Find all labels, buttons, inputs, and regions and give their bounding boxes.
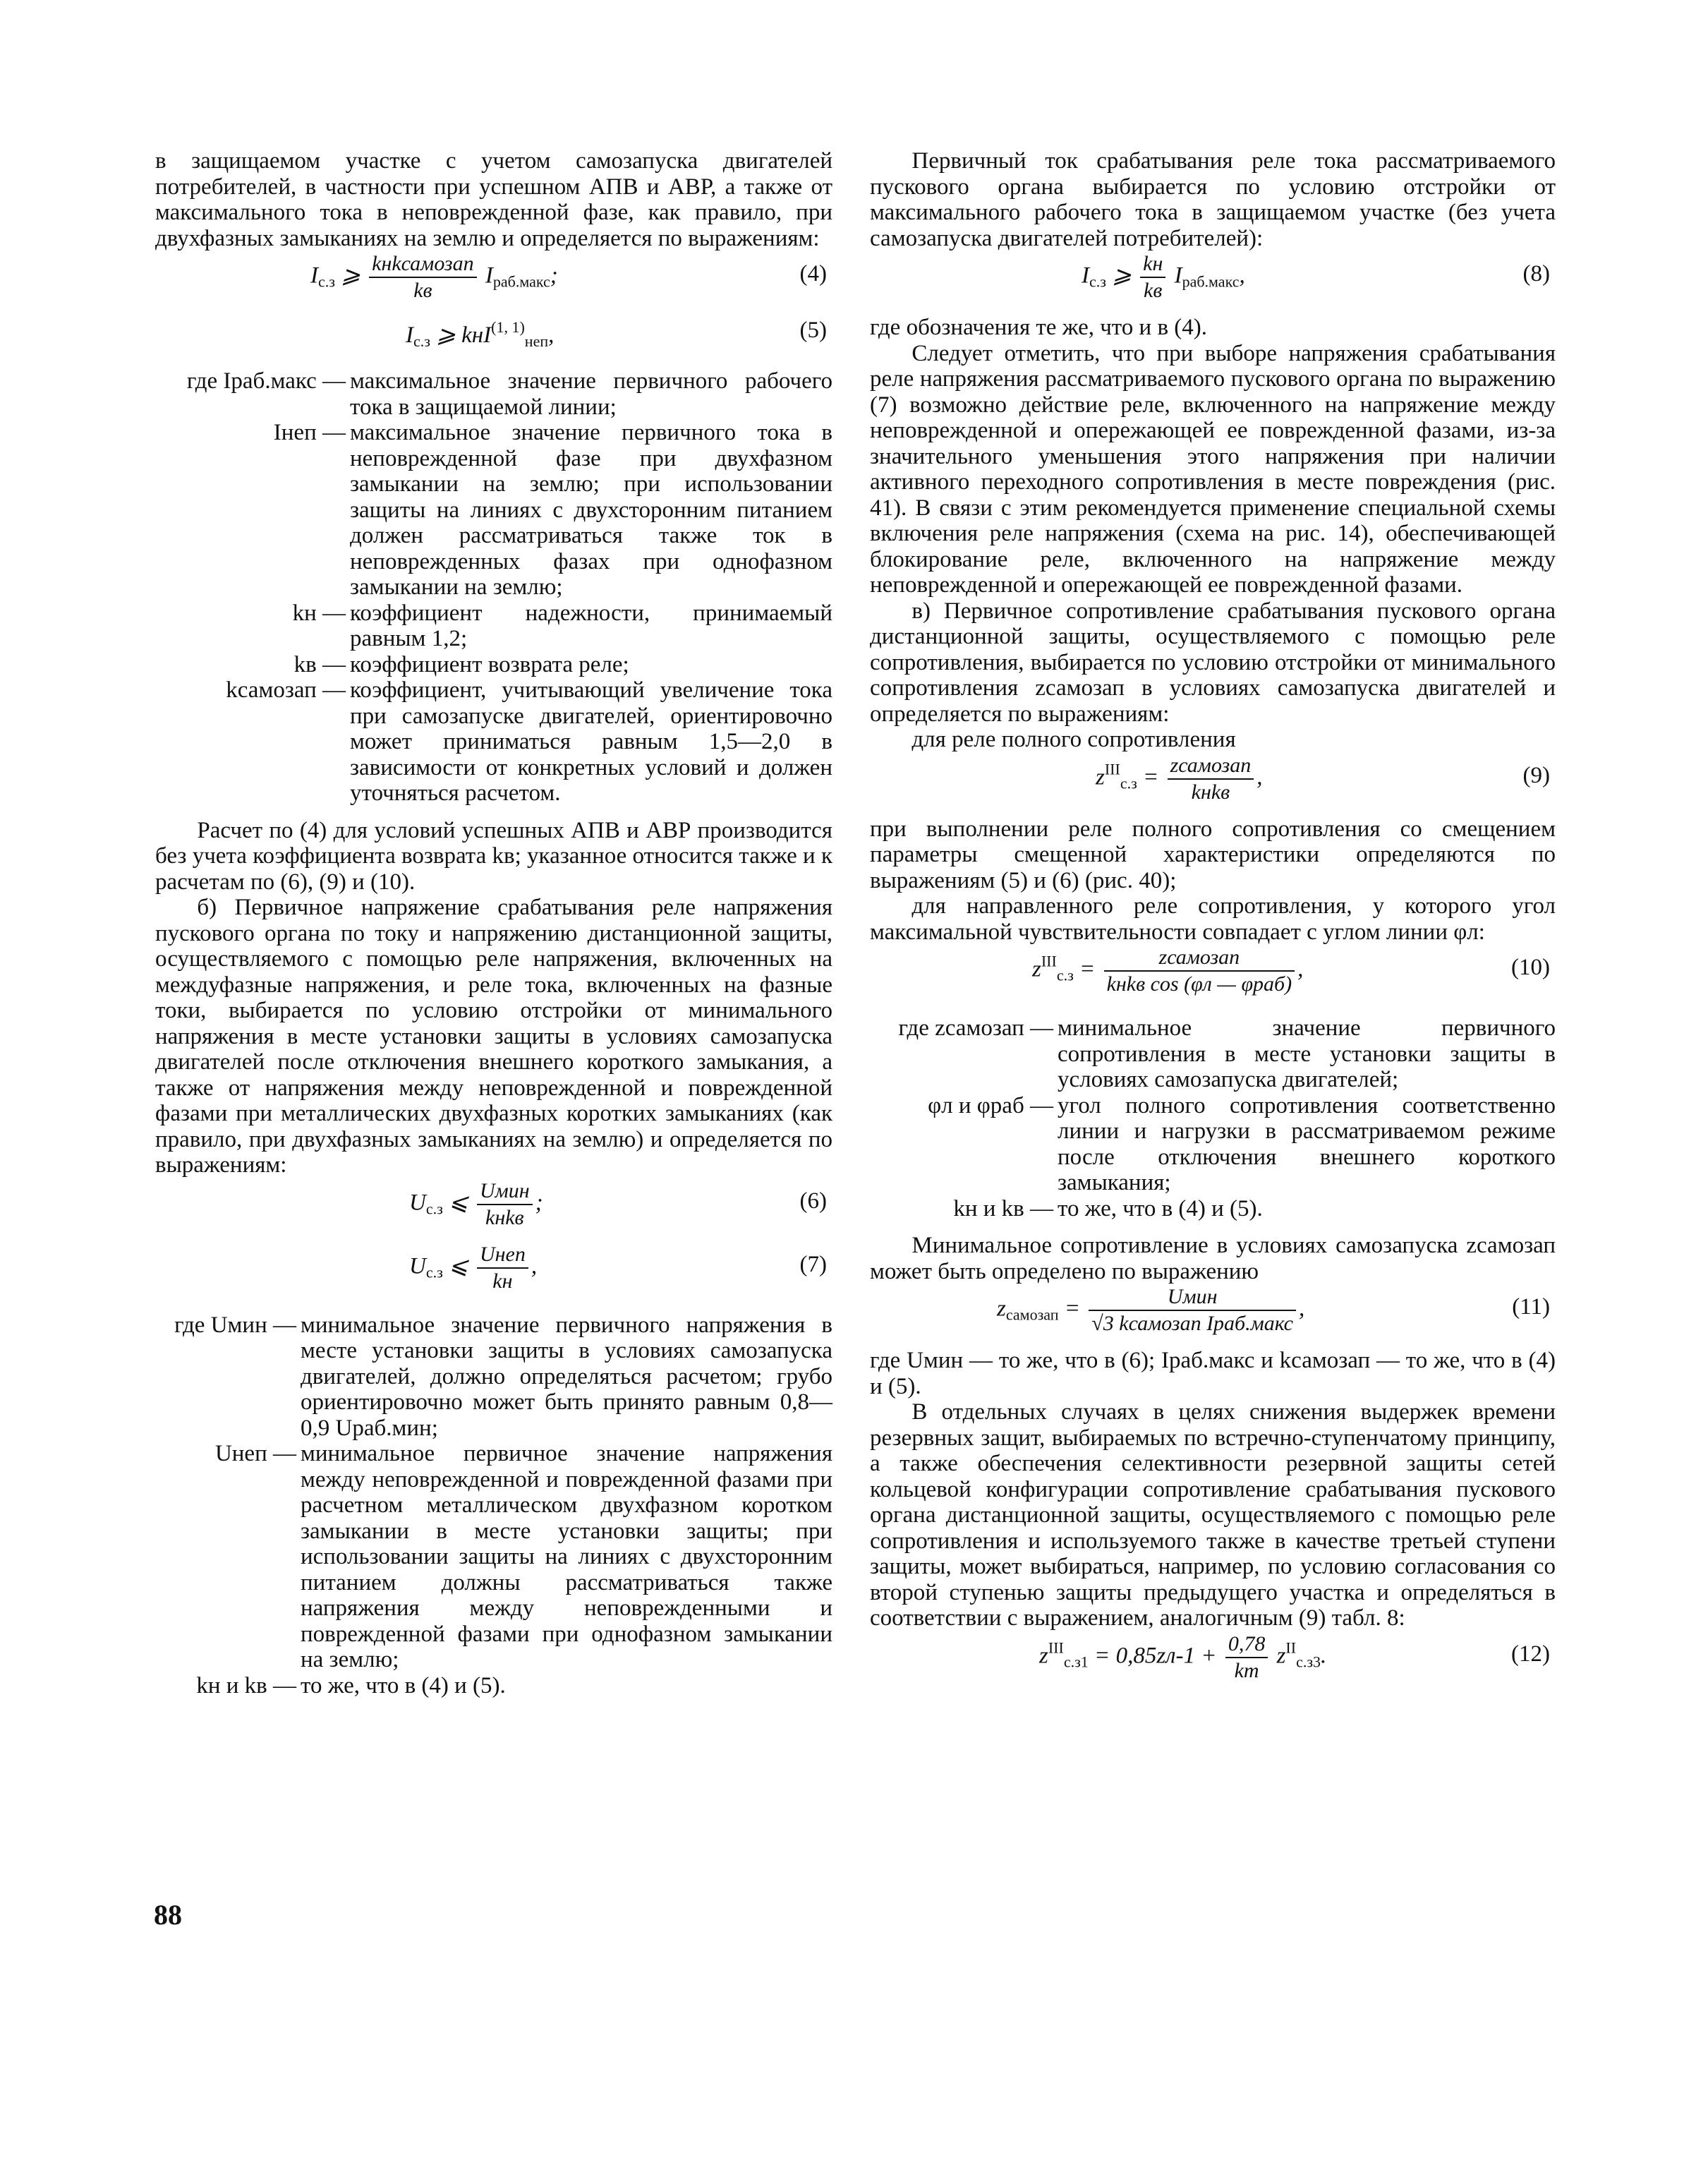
formula-number: (6) [799,1188,827,1214]
paragraph: В отдельных случаях в целях снижения выдержек времени резервных защит, выбираемых по встречно-ступенчатому принципу, а также обеспечения селективности резервной защиты сетей кольцевой конфигурации сопротивление срабатывания пускового органа дистанционной защиты, осуществляемого с помощью реле сопротивления и используемого также в качестве третьей ступени защиты, может выбираться, например, по условию согласования со второй ступенью защиты предыдущего участка и определяться в соответствии с выражением, аналогичным (9) табл. 8: [870,1399,1556,1631]
paragraph: в) Первичное сопротивление срабатывания пускового органа дистанционной защиты, осуществляемого с помощью реле сопротивления, выбирается по условию отстройки от минимального сопротивления zсамозап в условиях самозапуска двигателей и определяется по выражениям: [870,598,1556,727]
definition-item: где Uмин — минимальное значение первичного напряжения в месте установки защиты в условиях самозапуска двигателей, должно определяться расчетом; грубо ориентировочно может быть принято равным 0,8—0,9 Uраб.мин; [174,1312,832,1441]
formula-number: (11) [1512,1294,1550,1320]
paragraph: Следует отметить, что при выборе напряжения срабатывания реле напряжения рассматриваемого пускового органа по выражению (7) возможно действие реле, включенного на напряжение между неповрежденной и опережающей ее поврежденной фазами, из-за значительного уменьшения этого напряжения при наличии активного переходного сопротивления в месте повреждения (рис. 41). В связи с этим рекомендуется применение специальной схемы включения реле напряжения (схема на рис. 14), обеспечивающей блокирование реле, включенного на напряжение между неповрежденной и опережающей ее поврежденной фазами. [870,340,1556,598]
paragraph: Расчет по (4) для условий успешных АПВ и АВР производится без учета коэффициента возврата kв; указанное относится также и к расчетам по (6), (9) и (10). [155,817,832,895]
formula-12 [870,1631,1556,1695]
formula-4 [155,251,832,315]
formula-5 [155,315,832,361]
definitions-list [870,1015,1556,1221]
formula-number: (9) [1522,762,1550,788]
definition-item: kн и kв — то же, что в (4) и (5). [953,1195,1263,1221]
formula-11 [870,1284,1556,1348]
formula-number: (7) [799,1251,827,1277]
paragraph: для направленного реле сопротивления, у которого угол максимальной чувствительности совпадает с углом линии φл: [870,893,1556,945]
formula-number: (10) [1511,955,1550,980]
paragraph: Первичный ток срабатывания реле тока рассматриваемого пускового органа выбирается по условию отстройки от максимального рабочего тока в защищаемом участке (без учета самозапуска двигателей потребителей): [870,148,1556,251]
definition-item: φл и φраб — угол полного сопротивления соответственно линии и нагрузки в рассматриваемом режиме после отключения внешнего короткого замыкания; [928,1092,1556,1195]
paragraph: где Uмин — то же, что в (6); Iраб.макс и kсамозап — то же, что в (4) и (5). [870,1348,1556,1399]
definitions-list [155,1312,832,1699]
formula-7 [155,1242,832,1305]
formula-8 [870,251,1556,315]
formula-expression: $U_{с.з}$ ⩽ $\frac{\text{Uмин}}{\text{kнkв}}$ ; [409,1178,543,1229]
formula-expression: $I_{с.з}$ ⩾ kнI$^{(1, 1)}_{неп}$, [406,318,555,350]
definition-item: kн — коэффициент надежности, принимаемый равным 1,2; [292,600,832,651]
formula-expression: $z^{III}_{с.з}$ = $\frac{\text{zсамозап}}{\text{kнkв cos (φл — φраб)}}$ , [1032,946,1304,996]
formula-number: (5) [799,318,827,343]
definitions-list [155,368,832,807]
definition-item: kв — коэффициент возврата реле; [293,651,629,677]
paragraph: в защищаемом участке с учетом самозапуска двигателей потребителей, в частности при успешном АПВ и АВР, а также от максимального тока в неповрежденной фазе, как правило, при двухфазных замыканиях на землю и определяется по выражениям: [155,148,832,251]
left-column [155,148,832,1710]
paragraph: б) Первичное напряжение срабатывания реле напряжения пускового органа по току и напряжению дистанционной защиты, осуществляемого с помощью реле напряжения, включенных на междуфазные напряжения, и реле тока, включенных на фазные токи, выбирается по условию отстройки от минимального напряжения в месте установки защиты в условиях самозапуска двигателей после отключения внешнего короткого замыкания, а также от напряжения между неповрежденной и поврежденной фазами при металлических двухфазных коротких замыканиях (как правило, при двухфазных замыканиях на землю) и определяется по выражениям: [155,895,832,1178]
page-number: 88 [154,1899,182,1931]
formula-10 [870,945,1556,1008]
formula-number: (4) [799,261,827,286]
formula-9 [870,753,1556,816]
definition-item: где zсамозап — минимальное значение первичного сопротивления в месте установки защиты в условиях самозапуска двигателей; [898,1015,1556,1092]
paragraph: где обозначения те же, что и в (4). [870,315,1208,340]
definition-item: Uнеп — минимальное первичное значение напряжения между неповрежденной и поврежденной фазами при расчетном металлическом двухфазном коротком замыкании в месте установки защиты; при использовании защиты на линиях с двухсторонним питанием должны рассматриваться также напряжения между неповрежденными и поврежденной фазами при однофазном замыкании на землю; [214,1441,832,1672]
formula-expression: $I_{с.з}$ ⩾ $\frac{kн}{kв}$ $I_{раб.макс}$, [1082,252,1245,302]
formula-expression: $z^{III}_{с.з}$ = $\frac{\text{zсамозап}}{\text{kнkв}}$ , [1096,753,1263,804]
formula-number: (8) [1522,261,1550,286]
formula-expression: $z_{самозап}$ = $\frac{\text{Uмин}}{\text{√3 kсамозап Iраб.макс}}$ , [997,1285,1305,1335]
paragraph: Минимальное сопротивление в условиях самозапуска zсамозап может быть определено по выражению [870,1233,1556,1284]
paragraph: при выполнении реле полного сопротивления со смещением параметры смещенной характеристики определяются по выражениям (5) и (6) (рис. 40); [870,816,1556,893]
definition-item: где Iраб.макс — максимальное значение первичного рабочего тока в защищаемой линии; [186,368,832,420]
paragraph: для реле полного сопротивления [911,727,1236,752]
formula-expression: $I_{с.з}$ ⩾ $\frac{\text{kнkсамозап}}{kв}$ $I_{раб.макс}$; [310,252,558,302]
formula-expression: $U_{с.з}$ ⩽ $\frac{\text{Uнеп}}{kн}$ , [409,1242,538,1293]
definition-item: kсамозап — коэффициент, учитывающий увеличение тока при самозапуске двигателей, ориентировочно может приниматься равным 1,5—2,0 в зависимости от конкретных условий и должен уточняться расчетом. [226,677,832,806]
right-column [870,148,1556,1695]
formula-6 [155,1178,832,1242]
formula-number: (12) [1511,1641,1550,1667]
definition-item: kн и kв — то же, что в (4) и (5). [196,1672,506,1698]
formula-expression: $z^{III}_{с.з1} = 0,85zл-1$ + $\frac{0,78}{kт}$ $z^{II}_{с.з3}$. [1039,1631,1327,1682]
definition-item: Iнеп — максимальное значение первичного тока в неповрежденной фазе при двухфазном замыкании на землю; при использовании защиты на линиях с двухсторонним питанием должен рассматриваться также ток в неповрежденных фазах при однофазном замыкании на землю; [273,420,832,600]
